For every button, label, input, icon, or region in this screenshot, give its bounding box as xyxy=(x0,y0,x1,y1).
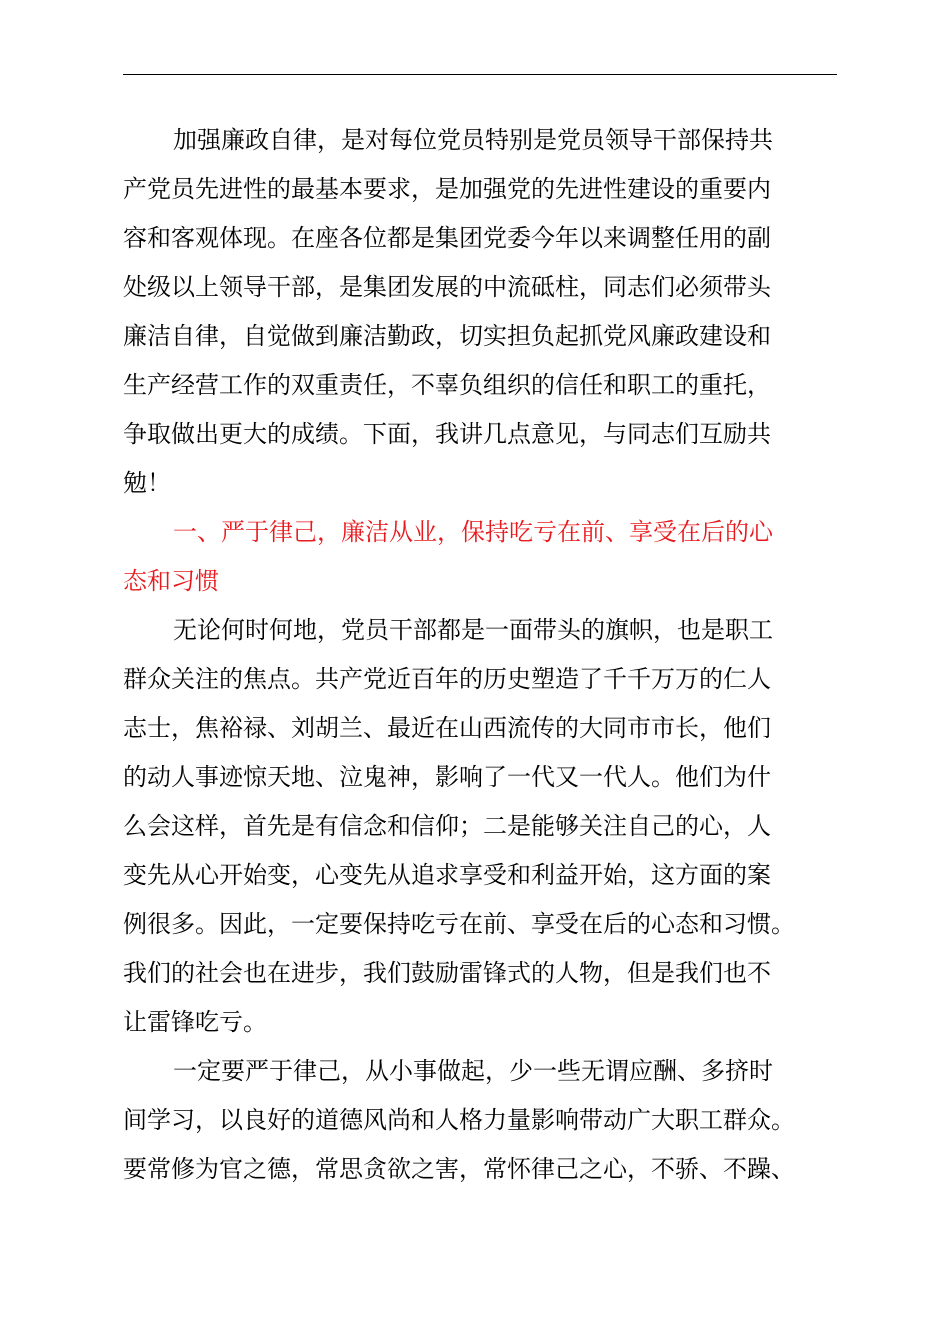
section-heading-line: 态和习惯 xyxy=(123,567,219,595)
paragraph-line: 要常修为官之德，常思贪欲之害，常怀律己之心，不骄、不躁、 xyxy=(123,1155,795,1183)
paragraph-line: 加强廉政自律，是对每位党员特别是党员领导干部保持共 xyxy=(173,126,773,154)
paragraph-line: 容和客观体现。在座各位都是集团党委今年以来调整任用的副 xyxy=(123,224,771,252)
paragraph-line: 生产经营工作的双重责任，不辜负组织的信任和职工的重托， xyxy=(123,371,771,399)
paragraph-line: 间学习，以良好的道德风尚和人格力量影响带动广大职工群众。 xyxy=(123,1106,795,1134)
paragraph-line: 群众关注的焦点。共产党近百年的历史塑造了千千万万的仁人 xyxy=(123,665,771,693)
paragraph-line: 产党员先进性的最基本要求，是加强党的先进性建设的重要内 xyxy=(123,175,771,203)
paragraph-line: 处级以上领导干部，是集团发展的中流砥柱，同志们必须带头 xyxy=(123,273,771,301)
paragraph-line: 勉！ xyxy=(123,469,171,497)
paragraph-line: 例很多。因此，一定要保持吃亏在前、享受在后的心态和习惯。 xyxy=(123,910,795,938)
paragraph-line: 廉洁自律，自觉做到廉洁勤政，切实担负起抓党风廉政建设和 xyxy=(123,322,771,350)
paragraph-line: 一定要严于律己，从小事做起，少一些无谓应酬、多挤时 xyxy=(173,1057,773,1085)
paragraph-line: 么会这样，首先是有信念和信仰；二是能够关注自己的心，人 xyxy=(123,812,771,840)
section-heading-line: 一、严于律己，廉洁从业，保持吃亏在前、享受在后的心 xyxy=(173,518,773,546)
paragraph-line: 志士，焦裕禄、刘胡兰、最近在山西流传的大同市市长，他们 xyxy=(123,714,771,742)
paragraph-line: 变先从心开始变，心变先从追求享受和利益开始，这方面的案 xyxy=(123,861,771,889)
header-rule xyxy=(123,74,837,75)
paragraph-line: 让雷锋吃亏。 xyxy=(123,1008,267,1036)
paragraph-line: 无论何时何地，党员干部都是一面带头的旗帜，也是职工 xyxy=(173,616,773,644)
paragraph-line: 我们的社会也在进步，我们鼓励雷锋式的人物，但是我们也不 xyxy=(123,959,771,987)
document-body xyxy=(123,116,839,1194)
paragraph-line: 争取做出更大的成绩。下面，我讲几点意见，与同志们互励共 xyxy=(123,420,771,448)
paragraph-line: 的动人事迹惊天地、泣鬼神，影响了一代又一代人。他们为什 xyxy=(123,763,771,791)
